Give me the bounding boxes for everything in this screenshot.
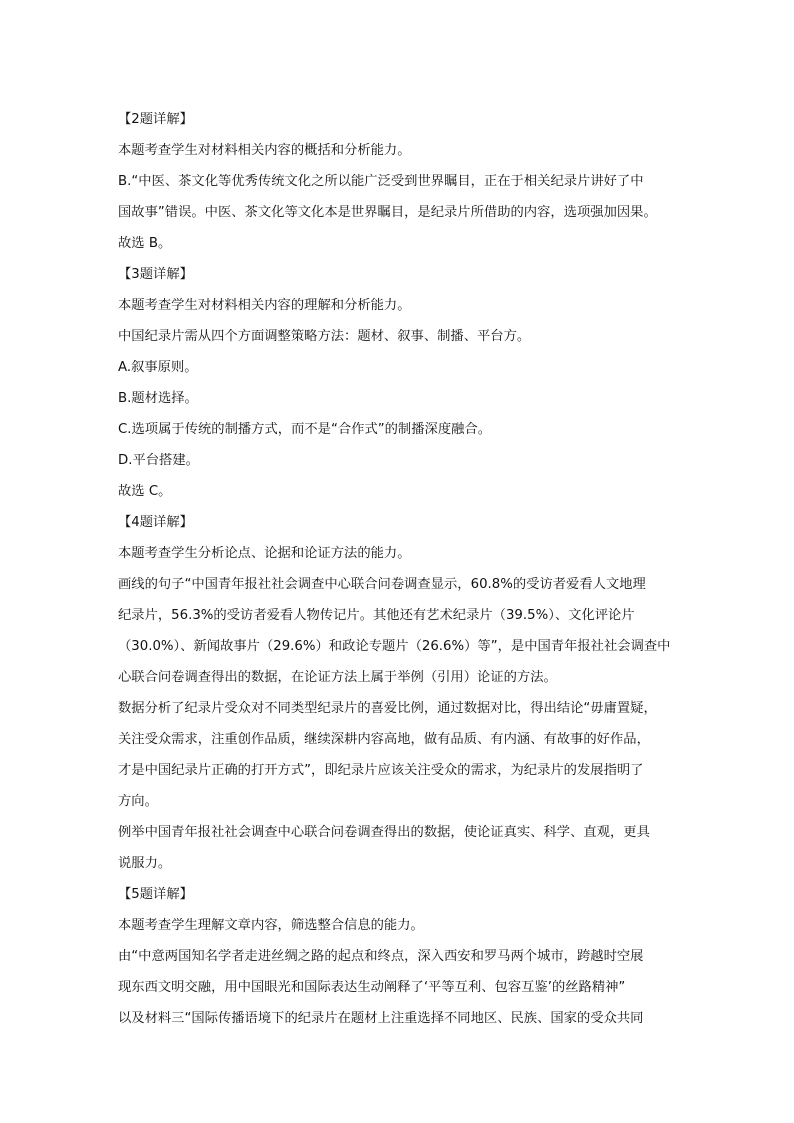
option-line: C.选项属于传统的制播方式，而不是“合作式”的制播深度融合。 — [118, 422, 492, 437]
text-line: 纪录片，56.3%的受访者爱看人物传记片。其他还有艺术纪录片（39.5%）、文化评论片 — [118, 608, 635, 623]
option-line: B.题材选择。 — [118, 391, 198, 406]
section-heading-q2: 【2题详解】 — [118, 112, 193, 127]
section-heading-q4: 【4题详解】 — [118, 515, 193, 530]
text-line: 由“中意两国知名学者走进丝绸之路的起点和终点，深入西安和罗马两个城市，跨越时空展 — [118, 949, 644, 964]
text-line: （30.0%）、新闻故事片（29.6%）和政论专题片（26.6%）等”，是中国青年报社社会调查中 — [118, 639, 671, 654]
answer-line: 故选 B。 — [118, 236, 172, 251]
document-body — [118, 104, 688, 1034]
section-heading-q3: 【3题详解】 — [118, 267, 193, 282]
text-line: 本题考查学生对材料相关内容的理解和分析能力。 — [118, 298, 411, 313]
text-line: 才是中国纪录片正确的打开方式”，即纪录片应该关注受众的需求，为纪录片的发展指明了 — [118, 763, 644, 778]
text-line: 现东西文明交融，用中国眼光和国际表达生动阐释了‘平等互利、包容互鉴’的丝路精神” — [118, 980, 626, 995]
text-line: 数据分析了纪录片受众对不同类型纪录片的喜爱比例，通过数据对比，得出结论“毋庸置疑， — [118, 701, 657, 716]
text-line: B.“中医、茶文化等优秀传统文化之所以能广泛受到世界瞩目，正在于相关纪录片讲好了中 — [118, 174, 644, 189]
text-line: 中国纪录片需从四个方面调整策略方法：题材、叙事、制播、平台方。 — [118, 329, 531, 344]
answer-line: 故选 C。 — [118, 484, 172, 499]
text-line: 国故事”错误。中医、茶文化等文化本是世界瞩目，是纪录片所借助的内容，选项强加因果。 — [118, 205, 657, 220]
text-line: 本题考查学生对材料相关内容的概括和分析能力。 — [118, 143, 411, 158]
text-line: 方向。 — [118, 794, 158, 809]
text-line: 本题考查学生理解文章内容，筛选整合信息的能力。 — [118, 918, 424, 933]
section-heading-q5: 【5题详解】 — [118, 887, 193, 902]
option-line: A.叙事原则。 — [118, 360, 198, 375]
text-line: 关注受众需求，注重创作品质，继续深耕内容高地，做有品质、有内涵、有故事的好作品， — [118, 732, 650, 747]
text-line: 本题考查学生分析论点、论据和论证方法的能力。 — [118, 546, 411, 561]
text-line: 画线的句子“中国青年报社社会调查中心联合问卷调查显示，60.8%的受访者爱看人文地理 — [118, 577, 646, 592]
text-line: 例举中国青年报社社会调查中心联合问卷调查得出的数据，使论证真实、科学、直观，更具 — [118, 825, 650, 840]
option-line: D.平台搭建。 — [118, 453, 199, 468]
text-line: 心联合问卷调查得出的数据，在论证方法上属于举例（引用）论证的方法。 — [118, 670, 557, 685]
text-line: 说服力。 — [118, 856, 172, 871]
text-line: 以及材料三“国际传播语境下的纪录片在题材上注重选择不同地区、民族、国家的受众共同 — [118, 1011, 644, 1026]
